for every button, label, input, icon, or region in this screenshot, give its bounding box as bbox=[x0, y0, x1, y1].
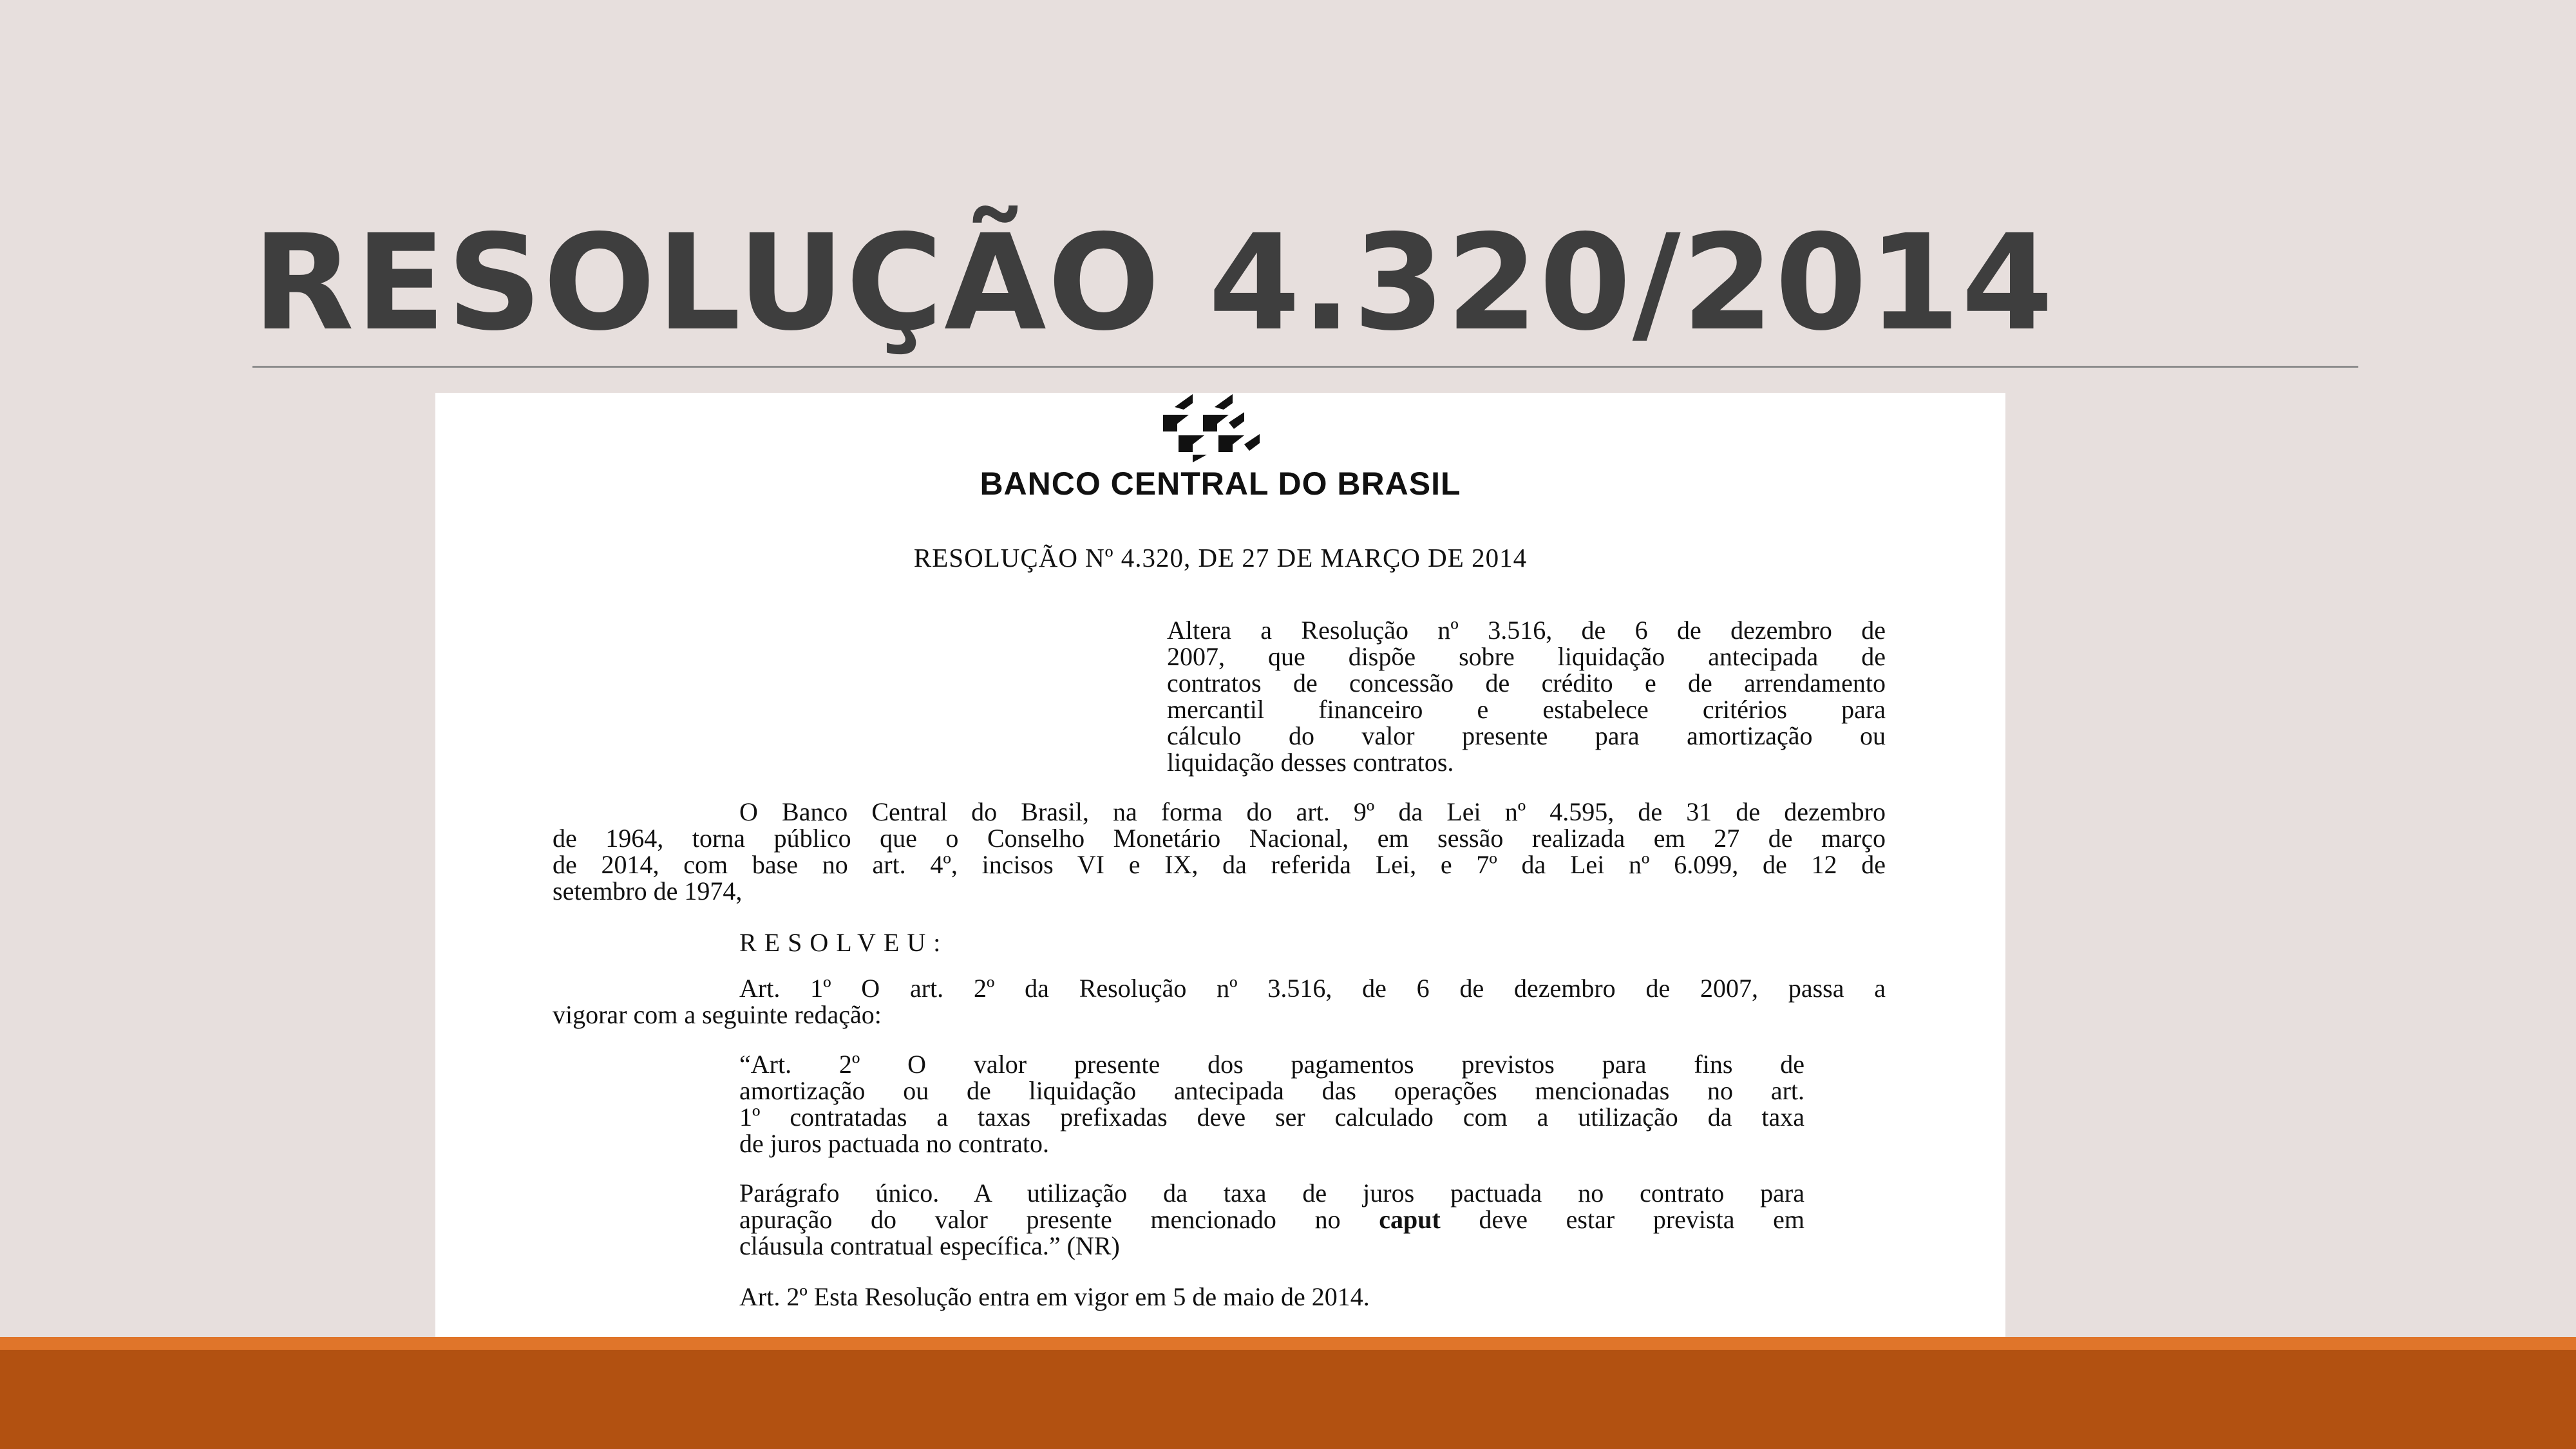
resolution-document-image bbox=[435, 393, 2005, 1337]
article-2-quote-paragraph bbox=[739, 1051, 1804, 1157]
article-1-line: Art. 1º O art. 2º da Resolução nº 3.516, de 6 de dezembro de 2007, passa a bbox=[739, 974, 1886, 1003]
ementa-line: contratos de concessão de crédito e de arrendamento bbox=[1167, 668, 1886, 697]
bank-name: BANCO CENTRAL DO BRASIL bbox=[980, 466, 1461, 502]
article-2-quote-line: 1º contratadas a taxas prefixadas deve ser calculado com a utilização da taxa bbox=[739, 1103, 1804, 1132]
caput-term: caput bbox=[1379, 1205, 1441, 1234]
ementa-line: Altera a Resolução nº 3.516, de 6 de dezembro de bbox=[1167, 616, 1886, 645]
article-1-line: vigorar com a seguinte redação: bbox=[553, 1000, 882, 1029]
footer-accent-stripe bbox=[0, 1337, 2576, 1350]
ementa-line: liquidação desses contratos. bbox=[1167, 748, 1454, 777]
preamble-paragraph bbox=[553, 799, 1886, 904]
paragrafo-line bbox=[739, 1206, 1804, 1233]
paragrafo-line: Parágrafo único. A utilização da taxa de juros pactuada no contrato para bbox=[739, 1179, 1804, 1208]
ementa-line: mercantil financeiro e estabelece critérios para bbox=[1167, 695, 1886, 724]
paragrafo-unico-paragraph bbox=[739, 1180, 1804, 1259]
resolveu-heading: RESOLVEU: bbox=[739, 928, 949, 957]
article-2-vigor: Art. 2º Esta Resolução entra em vigor em 5 de maio de 2014. bbox=[739, 1282, 1370, 1311]
preamble-line: de 1964, torna público que o Conselho Monetário Nacional, em sessão realizada em 27 de março bbox=[553, 824, 1886, 853]
paragrafo-text: apuração do valor presente mencionado no bbox=[739, 1205, 1379, 1234]
title-divider bbox=[252, 366, 2358, 368]
paragrafo-text: deve estar prevista em bbox=[1440, 1205, 1804, 1234]
article-2-quote-line: de juros pactuada no contrato. bbox=[739, 1129, 1049, 1158]
banco-central-logo-icon bbox=[1150, 393, 1273, 464]
ementa-paragraph bbox=[1167, 617, 1886, 775]
preamble-line: setembro de 1974, bbox=[553, 876, 743, 905]
paragrafo-line: cláusula contratual específica.” (NR) bbox=[739, 1231, 1120, 1260]
article-2-quote-line: “Art. 2º O valor presente dos pagamentos previstos para fins de bbox=[739, 1050, 1804, 1079]
preamble-line: O Banco Central do Brasil, na forma do art. 9º da Lei nº 4.595, de 31 de dezembro bbox=[739, 797, 1886, 826]
article-1-paragraph bbox=[553, 975, 1886, 1028]
ementa-line: 2007, que dispõe sobre liquidação antecipada de bbox=[1167, 642, 1886, 671]
slide-title: RESOLUÇÃO 4.320/2014 bbox=[252, 207, 2055, 360]
preamble-line: de 2014, com base no art. 4º, incisos VI e IX, da referida Lei, e 7º da Lei nº 6.099, de 12 de bbox=[553, 850, 1886, 879]
resolution-heading: RESOLUÇÃO Nº 4.320, DE 27 DE MARÇO DE 2014 bbox=[913, 543, 1528, 573]
footer-band bbox=[0, 1350, 2576, 1449]
ementa-line: cálculo do valor presente para amortização ou bbox=[1167, 721, 1886, 750]
article-2-quote-line: amortização ou de liquidação antecipada das operações mencionadas no art. bbox=[739, 1076, 1804, 1105]
